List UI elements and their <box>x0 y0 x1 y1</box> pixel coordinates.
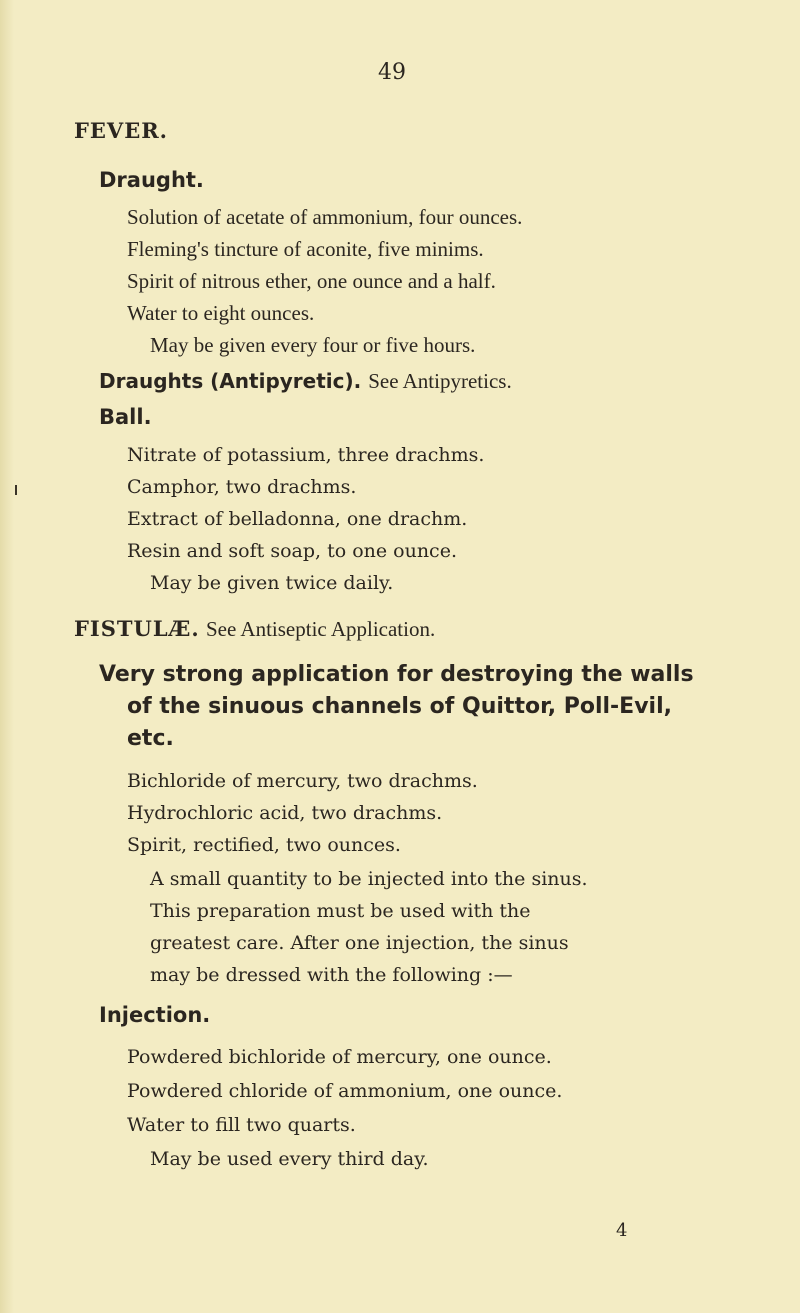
signature-mark: 4 <box>616 1220 628 1241</box>
heading-strong-application-cont: etc. <box>127 726 174 751</box>
recipe-line: Resin and soft soap, to one ounce. <box>127 540 457 562</box>
section-title-fever: FEVER. <box>74 118 168 143</box>
recipe-line: Nitrate of potassium, three drachms. <box>127 444 485 466</box>
recipe-line: Fleming's tincture of aconite, five minims. <box>127 237 484 261</box>
page-number: 49 <box>378 60 406 85</box>
recipe-note: May be used every third day. <box>150 1148 429 1170</box>
heading-ball: Ball. <box>99 405 152 429</box>
section-fistulae <box>74 616 435 642</box>
heading-strong-application: Very strong application for destroying the walls <box>99 662 694 687</box>
page-gutter <box>0 0 14 1313</box>
heading-text: Draughts (Antipyretic). <box>99 369 362 393</box>
heading-draughts-antipyretic <box>99 368 512 394</box>
recipe-note: May be given every four or five hours. <box>150 333 476 357</box>
heading-draught: Draught. <box>99 168 204 192</box>
margin-mark <box>15 485 17 495</box>
cross-reference: See Antipyretics. <box>368 369 512 393</box>
recipe-line: Extract of belladonna, one drachm. <box>127 508 468 530</box>
recipe-line: Water to eight ounces. <box>127 301 315 325</box>
recipe-note: greatest care. After one injection, the sinus <box>150 932 569 954</box>
recipe-line: Hydrochloric acid, two drachms. <box>127 802 443 824</box>
section-title-fistulae: FISTULÆ. <box>74 616 200 641</box>
recipe-line: Spirit, rectified, two ounces. <box>127 834 401 856</box>
recipe-line: Solution of acetate of ammonium, four ounces. <box>127 205 523 229</box>
recipe-line: Spirit of nitrous ether, one ounce and a half. <box>127 269 496 293</box>
heading-strong-application-cont: of the sinuous channels of Quittor, Poll-Evil, <box>127 694 672 719</box>
recipe-line: Camphor, two drachms. <box>127 476 357 498</box>
recipe-line: Bichloride of mercury, two drachms. <box>127 770 478 792</box>
cross-reference: See Antiseptic Application. <box>206 617 436 641</box>
recipe-line: Water to fill two quarts. <box>127 1114 356 1136</box>
heading-injection: Injection. <box>99 1003 211 1027</box>
recipe-note: may be dressed with the following :— <box>150 964 513 986</box>
recipe-note: May be given twice daily. <box>150 572 394 594</box>
recipe-note: A small quantity to be injected into the sinus. <box>150 868 588 890</box>
recipe-line: Powdered chloride of ammonium, one ounce. <box>127 1080 563 1102</box>
recipe-note: This preparation must be used with the <box>150 900 531 922</box>
recipe-line: Powdered bichloride of mercury, one ounce. <box>127 1046 552 1068</box>
